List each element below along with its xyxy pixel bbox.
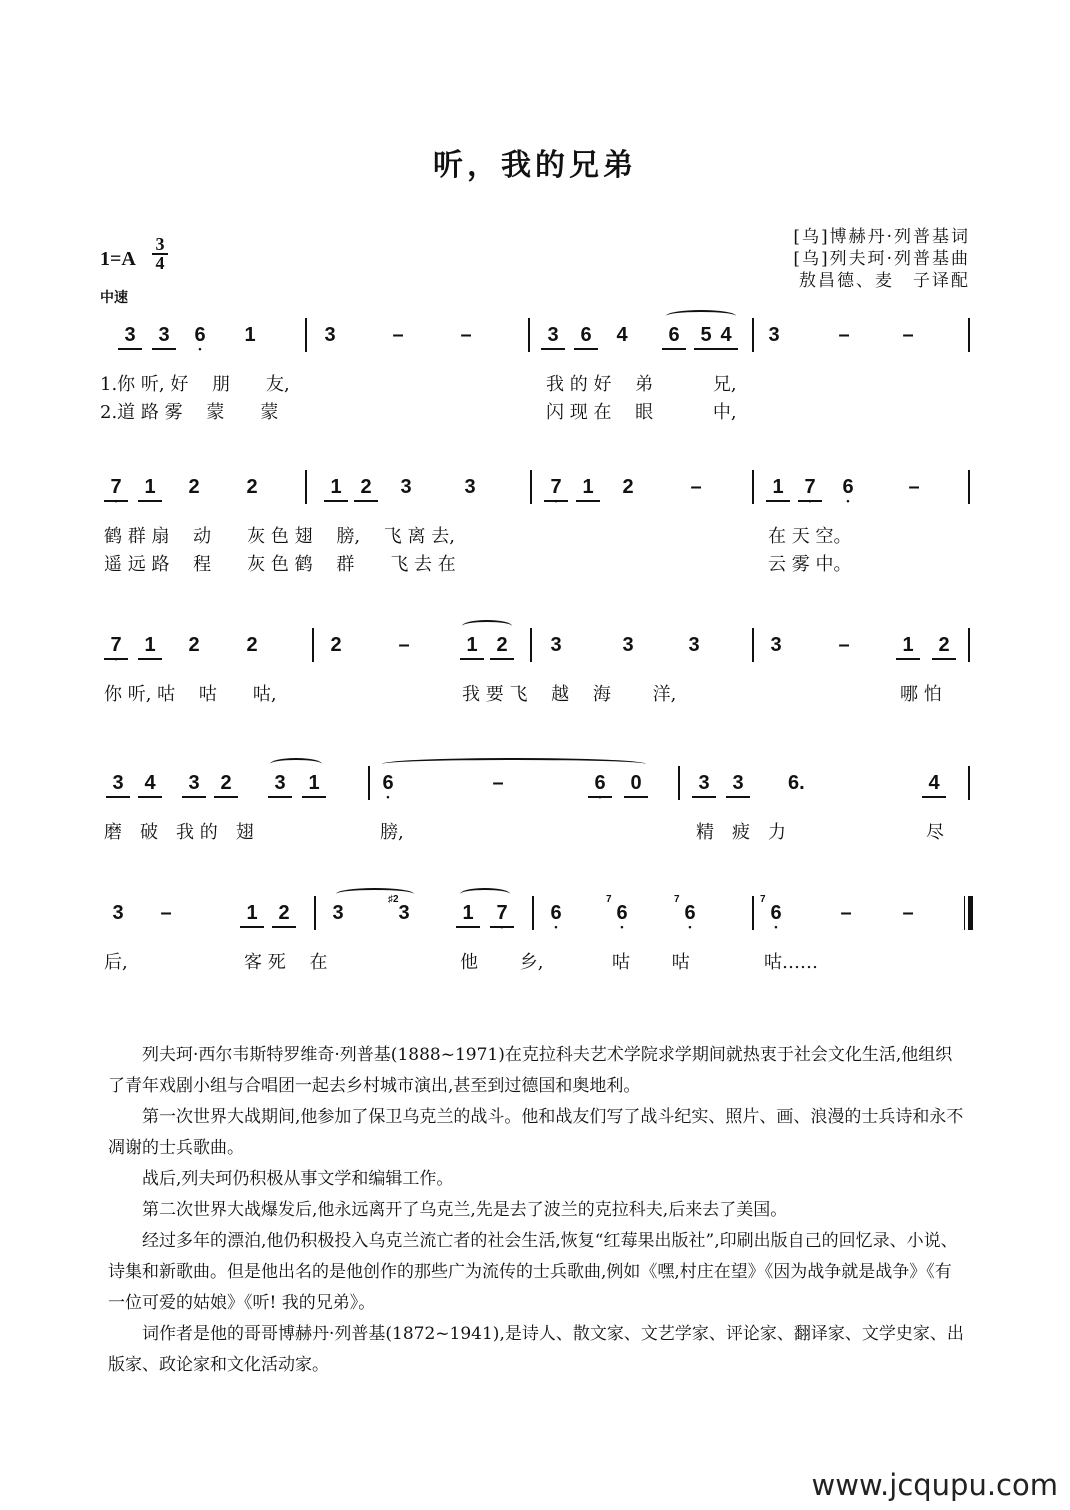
- note: 3: [696, 772, 712, 795]
- barline: [968, 470, 970, 504]
- note: 3: [768, 324, 780, 346]
- translator-credit: 敖昌德、麦 子译配: [799, 271, 970, 291]
- notes-row: [100, 628, 980, 668]
- lyric-text: 我 要 飞 越 海 洋,: [462, 684, 677, 705]
- sustain-dash: –: [838, 324, 850, 346]
- slur: [270, 758, 322, 770]
- note: 6.: [788, 772, 805, 794]
- note: 2: [330, 634, 342, 656]
- lyric-text: 鹤 群 扇 动 灰 色 翅 膀, 飞 离 去,: [104, 526, 455, 547]
- lyrics-verse-1: [100, 370, 980, 398]
- sustain-dash: –: [902, 324, 914, 346]
- note: 3: [272, 772, 288, 795]
- note: 1: [306, 772, 322, 795]
- note: 1: [244, 324, 256, 346]
- note: 3: [464, 476, 476, 498]
- note: • 6: [192, 324, 208, 347]
- slur: [462, 620, 512, 632]
- lyric-text: 膀,: [380, 822, 404, 843]
- note: 5: [698, 324, 714, 347]
- note: 3: [770, 634, 782, 656]
- bio-paragraph: 列夫珂·西尔韦斯特罗维奇·列普基(1888~1971)在克拉科夫艺术学院求学期间就热衷于社会文化生活,他组织了青年戏剧小组与合唱团一起去乡村城市演出,甚至到过德国和奥地利。: [108, 1045, 953, 1096]
- lyric-text: 云 雾 中。: [768, 554, 852, 575]
- note: 1: [460, 902, 476, 925]
- note: 3: [156, 324, 172, 347]
- note: 6: [666, 324, 682, 347]
- lyrics-verse-1: [100, 818, 980, 846]
- grace-note: 7: [606, 894, 612, 905]
- sustain-dash: –: [840, 902, 852, 924]
- barline: [305, 470, 307, 504]
- note: • 7: [802, 476, 818, 499]
- note: 1: [464, 634, 480, 657]
- score-system: [100, 896, 980, 976]
- barline: [752, 896, 754, 930]
- note: 3: [324, 324, 336, 346]
- score-system: [100, 470, 980, 578]
- note: 3: [400, 476, 412, 498]
- bio-paragraph: 词作者是他的哥哥博赫丹·列普基(1872~1941),是诗人、散文家、文艺学家、评论家、翻译家、文学史家、出版家、政论家和文化活动家。: [108, 1324, 964, 1375]
- lyric-text: 他 乡,: [460, 952, 544, 973]
- note: 2: [622, 476, 634, 498]
- sustain-dash: –: [838, 634, 850, 656]
- time-signature-denominator: 4: [155, 253, 165, 273]
- lyrics-verse-1: [100, 522, 980, 550]
- note: 1: [244, 902, 260, 925]
- slur: [382, 758, 646, 770]
- bio-paragraph: 经过多年的漂泊,他仍积极投入乌克兰流亡者的社会生活,恢复“红莓果出版社”,印刷出版自己的回忆录、小说、诗集和新歌曲。但是他出名的是他创作的那些广为流传的士兵歌曲,例如《嘿,村庄在望》《因为战争就是战争》《有一位可爱的姑娘》《听! 我的兄弟》。: [108, 1231, 958, 1313]
- score-system: [100, 628, 980, 708]
- notes-row: [100, 766, 980, 806]
- barline: [530, 470, 532, 504]
- song-title: 听，我的兄弟: [433, 148, 637, 183]
- credits: [793, 226, 970, 292]
- grace-note: 7: [674, 894, 680, 905]
- lyrics-verse-2: [100, 398, 980, 426]
- sustain-dash: –: [902, 902, 914, 924]
- note: 2: [936, 634, 952, 657]
- note: 2: [246, 634, 258, 656]
- time-signature: [152, 236, 168, 272]
- barline: [968, 318, 970, 352]
- barline: [678, 766, 680, 800]
- barline: [530, 628, 532, 662]
- barline: [305, 318, 307, 352]
- final-barline: [968, 896, 973, 930]
- slur: [666, 310, 736, 322]
- watermark[interactable]: www.jcqupu.com: [811, 1468, 1058, 1502]
- note: 2: [188, 476, 200, 498]
- lyric-text: 客 死 在: [244, 952, 328, 973]
- lyric-text: 遥 远 路 程 灰 色 鹤 群 飞 去 在: [104, 554, 456, 575]
- note: • 6 7: [614, 902, 630, 925]
- note: 2: [358, 476, 374, 499]
- barline: [532, 896, 534, 930]
- note: 4: [616, 324, 628, 346]
- note: 3: [730, 772, 746, 795]
- sustain-dash: –: [908, 476, 920, 498]
- lyric-text: 咕 咕: [612, 952, 690, 973]
- bio-paragraph: 第二次世界大战爆发后,他永远离开了乌克兰,先是去了波兰的克拉科夫,后来去了美国。: [142, 1200, 788, 1220]
- note: 3: [112, 902, 124, 924]
- sustain-dash: –: [398, 634, 410, 656]
- note: • 6: [592, 772, 608, 795]
- lyric-text: 尽: [926, 822, 944, 843]
- note: 1: [142, 634, 158, 657]
- note: 4: [142, 772, 158, 795]
- lyric-text: 后,: [104, 952, 128, 973]
- note: 4: [926, 772, 942, 795]
- note: • 6 7: [682, 902, 698, 925]
- note: 3: [332, 902, 344, 924]
- note: 0: [628, 772, 644, 795]
- barline: [368, 766, 370, 800]
- barline: [314, 896, 316, 930]
- key-signature: 1=A: [100, 248, 136, 270]
- biography-text: [108, 1040, 968, 1381]
- lyric-text: 闪 现 在 眼 中,: [546, 402, 737, 423]
- lyric-text: 2.道 路 雾 蒙 蒙: [100, 402, 279, 423]
- barline: [752, 470, 754, 504]
- slur: [460, 888, 510, 900]
- barline: [752, 628, 754, 662]
- note: 3: [550, 634, 562, 656]
- lyric-text: 咕……: [764, 952, 818, 973]
- grace-note: 7: [760, 894, 766, 905]
- tempo-marking: 中速: [100, 290, 128, 306]
- notes-row: [100, 318, 980, 358]
- barline: [968, 628, 970, 662]
- lyric-text: 精 疲 力: [696, 822, 786, 843]
- barline: [312, 628, 314, 662]
- note: 2: [276, 902, 292, 925]
- note: • 6: [548, 902, 564, 925]
- note: 3: [110, 772, 126, 795]
- sustain-dash: –: [460, 324, 472, 346]
- note: 1: [142, 476, 158, 499]
- note: 1: [900, 634, 916, 657]
- note: • 7: [548, 476, 564, 499]
- note: 4: [718, 324, 734, 347]
- sustain-dash: –: [492, 772, 504, 794]
- lyric-text: 在 天 空。: [768, 526, 852, 547]
- note: 3: [545, 324, 561, 347]
- note: 3: [122, 324, 138, 347]
- barline: [752, 318, 754, 352]
- lyricist-credit: [乌]博赫丹·列普基词: [793, 227, 970, 247]
- note: 1: [770, 476, 786, 499]
- note: 3 ♯2: [388, 894, 410, 924]
- note: 3: [186, 772, 202, 795]
- note: 2: [494, 634, 510, 657]
- barline: [528, 318, 530, 352]
- note: 2: [246, 476, 258, 498]
- slur: [336, 888, 414, 900]
- notes-row: [100, 470, 980, 510]
- note: 1: [328, 476, 344, 499]
- notes-row: [100, 896, 980, 936]
- note: • 7: [108, 634, 124, 657]
- lyric-text: 我 的 好 弟 兄,: [546, 374, 737, 395]
- note: 3: [622, 634, 634, 656]
- note: • 6: [380, 772, 396, 795]
- note: 2: [218, 772, 234, 795]
- note: • 7: [108, 476, 124, 499]
- sustain-dash: –: [690, 476, 702, 498]
- sustain-dash: –: [160, 902, 172, 924]
- barline: [968, 766, 970, 800]
- grace-note: ♯2: [388, 894, 399, 905]
- sustain-dash: –: [392, 324, 404, 346]
- lyric-text: 你 听, 咕 咕 咕,: [104, 684, 277, 705]
- lyric-text: 磨 破 我 的 翅: [104, 822, 254, 843]
- lyrics-verse-1: [100, 948, 980, 976]
- bio-paragraph: 战后,列夫珂仍积极从事文学和编辑工作。: [142, 1169, 454, 1189]
- score-system: [100, 766, 980, 846]
- lyrics-verse-2: [100, 550, 980, 578]
- note: 3: [688, 634, 700, 656]
- bio-paragraph: 第一次世界大战期间,他参加了保卫乌克兰的战斗。他和战友们写了战斗纪实、照片、画、浪漫的士兵诗和永不凋谢的士兵歌曲。: [108, 1107, 964, 1158]
- note: • 6 7: [768, 902, 784, 925]
- score-system: [100, 318, 980, 426]
- composer-credit: [乌]列夫珂·列普基曲: [793, 249, 970, 269]
- note: 2: [188, 634, 200, 656]
- note: • 6: [840, 476, 856, 499]
- lyric-text: 1.你 听, 好 朋 友,: [100, 374, 290, 395]
- note: 1: [580, 476, 596, 499]
- time-signature-numerator: 3: [152, 236, 168, 255]
- note: • 7: [494, 902, 510, 925]
- lyric-text: 哪 怕: [900, 684, 942, 705]
- lyrics-verse-1: [100, 680, 980, 708]
- note: 6: [578, 324, 594, 347]
